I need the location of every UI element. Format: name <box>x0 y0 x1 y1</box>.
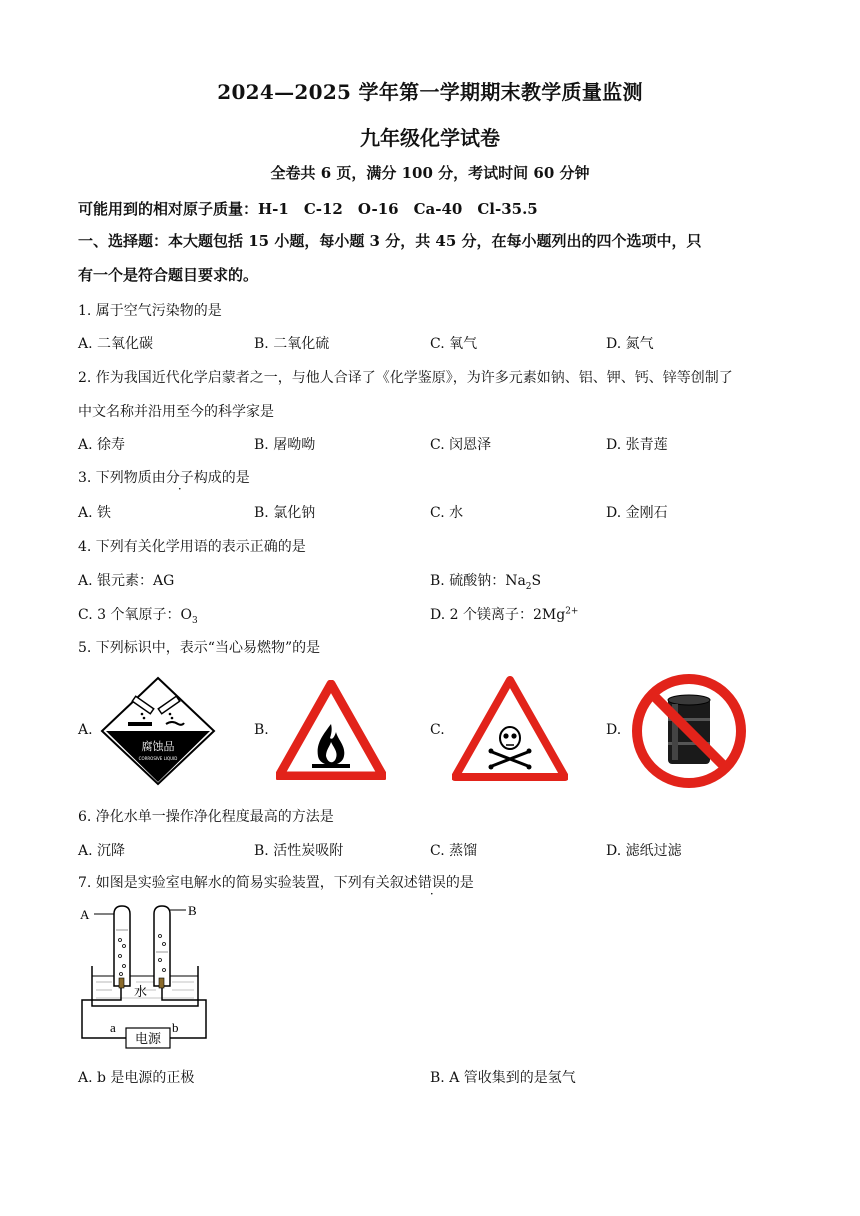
corrosive-sign-icon <box>100 676 216 786</box>
flammable-sign-icon <box>276 680 386 780</box>
q4-option-d <box>430 604 578 624</box>
q5-option-d: D. <box>606 722 622 738</box>
q3-stem-post: 构成的是 <box>193 470 250 486</box>
atomic-masses: 可能用到的相对原子质量：H-1 C-12 O-16 Ca-40 Cl-35.5 <box>78 200 538 218</box>
q3-option-b: B. 氯化钠 <box>254 505 316 521</box>
q4-option-b-text: B. 硫酸钠：Na <box>430 573 526 589</box>
q5-option-a: A. <box>78 722 93 738</box>
q1-option-c: C. 氧气 <box>430 336 478 352</box>
q7-stem-emphasis: 错误 <box>417 875 446 891</box>
tube-a-label: A <box>80 907 90 922</box>
power-supply-label: 电源 <box>134 1032 162 1047</box>
q3-option-d: D. 金刚石 <box>606 505 668 521</box>
q2-option-c: C. 闵恩泽 <box>430 437 492 453</box>
corrosive-sign-sublabel: CORROSIVE LIQUID <box>138 756 178 761</box>
q4-option-b-end: S <box>531 573 542 589</box>
toxic-sign-icon <box>452 676 568 782</box>
section1-heading-line2: 有一个是符合题目要求的。 <box>78 266 259 284</box>
pole-a-label: a <box>110 1020 116 1035</box>
q4-option-d-text: D. 2 个镁离子：2Mg <box>430 607 566 623</box>
q3-option-a: A. 铁 <box>78 505 112 521</box>
q7-option-b: B. A 管收集到的是氢气 <box>430 1070 576 1086</box>
tube-b-label: B <box>188 903 197 918</box>
q3-stem-pre: 3. 下列物质由 <box>78 470 166 486</box>
pole-b-label: b <box>172 1020 179 1035</box>
exam-subtitle: 九年级化学试卷 <box>360 126 500 150</box>
q1-option-d: D. 氮气 <box>606 336 654 352</box>
q4-option-a: A. 银元素：AG <box>78 573 175 589</box>
q5-stem: 5. 下列标识中，表示“当心易燃物”的是 <box>78 640 321 656</box>
q1-option-b: B. 二氧化硫 <box>254 336 330 352</box>
q6-option-b: B. 活性炭吸附 <box>254 843 344 859</box>
q1-stem: 1. 属于空气污染物的是 <box>78 303 222 319</box>
q4-option-c-text: C. 3 个氧原子：O <box>78 607 192 623</box>
q3-stem <box>78 467 250 487</box>
water-label: 水 <box>134 985 148 1000</box>
q5-option-c: C. <box>430 722 445 738</box>
q2-stem-line2: 中文名称并沿用至今的科学家是 <box>78 404 274 420</box>
q6-option-d: D. 滤纸过滤 <box>606 843 682 859</box>
electrolysis-apparatus-diagram <box>74 900 214 1056</box>
q7-stem <box>78 872 474 892</box>
q4-stem: 4. 下列有关化学用语的表示正确的是 <box>78 539 306 555</box>
q4-option-b-sub: 2 <box>525 581 532 592</box>
corrosive-sign-label: 腐蚀品 <box>141 740 175 753</box>
q2-option-d: D. 张青莲 <box>606 437 668 453</box>
exam-info: 全卷共 6 页，满分 100 分，考试时间 60 分钟 <box>270 164 590 182</box>
exam-title: 2024—2025 学年第一学期期末教学质量监测 <box>217 80 643 104</box>
q3-option-c: C. 水 <box>430 505 464 521</box>
q4-option-d-sup: 2+ <box>565 606 579 617</box>
q6-stem: 6. 净化水单一操作净化程度最高的方法是 <box>78 809 334 825</box>
section1-heading-line1: 一、选择题：本大题包括 15 小题，每小题 3 分，共 45 分，在每小题列出的四个选项中，只 <box>78 232 702 250</box>
q7-option-a: A. b 是电源的正极 <box>78 1070 195 1086</box>
q2-stem-line1: 2. 作为我国近代化学启蒙者之一，与他人合译了《化学鉴原》，为许多元素如钠、铝、钾、钙、锌等创制了 <box>78 370 733 386</box>
q7-stem-post: 的是 <box>445 875 474 891</box>
q2-option-a: A. 徐寿 <box>78 437 126 453</box>
q6-option-c: C. 蒸馏 <box>430 843 478 859</box>
no-barrel-sign-icon <box>628 670 750 792</box>
q4-option-b <box>430 570 541 592</box>
q5-option-b: B. <box>254 722 269 738</box>
q4-option-c <box>78 604 198 626</box>
q7-stem-pre: 7. 如图是实验室电解水的简易实验装置，下列有关叙述 <box>78 875 418 891</box>
q4-option-c-sub: 3 <box>191 615 198 626</box>
q3-stem-emphasis: 分子 <box>165 470 194 486</box>
q2-option-b: B. 屠呦呦 <box>254 437 316 453</box>
q6-option-a: A. 沉降 <box>78 843 126 859</box>
q1-option-a: A. 二氧化碳 <box>78 336 154 352</box>
